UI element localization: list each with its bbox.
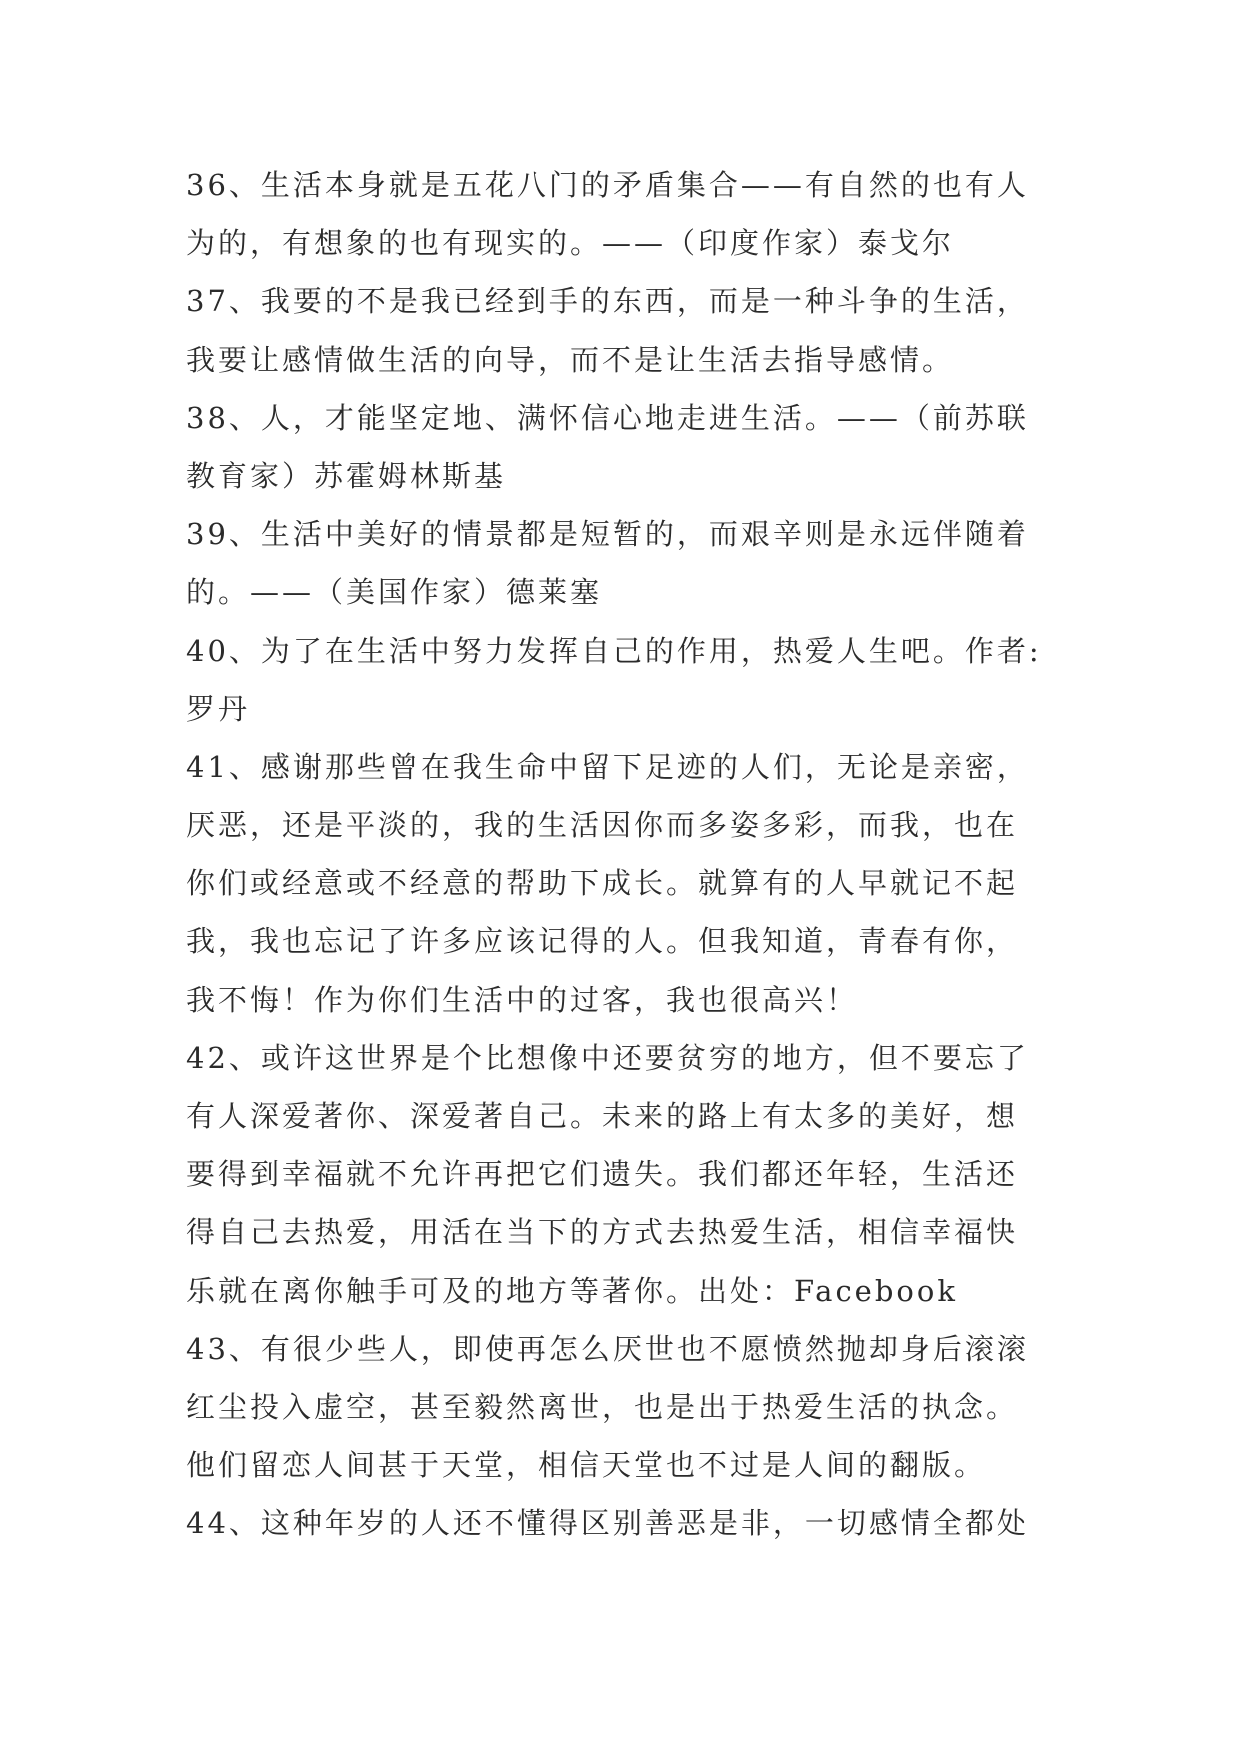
text-line: 41、感谢那些曾在我生命中留下足迹的人们，无论是亲密， [186, 749, 1029, 784]
text-line: 39、生活中美好的情景都是短暂的，而艰辛则是永远伴随着 [186, 517, 1029, 552]
text-line: 罗丹 [186, 691, 251, 726]
text-line: 乐就在离你触手可及的地方等著你。出处：Facebook [186, 1273, 958, 1308]
text-line: 我不悔！作为你们生活中的过客，我也很高兴！ [186, 982, 859, 1017]
text-line: 的。——（美国作家）德莱塞 [186, 575, 603, 610]
text-line: 36、生活本身就是五花八门的矛盾集合——有自然的也有人 [186, 168, 1029, 202]
document-body [186, 156, 1066, 1553]
text-line: 你们或经意或不经意的帮助下成长。就算有的人早就记不起 [186, 866, 1019, 901]
text-line: 得自己去热爱，用活在当下的方式去热爱生活，相信幸福快 [186, 1215, 1019, 1250]
text-line: 红尘投入虚空，甚至毅然离世，也是出于热爱生活的执念。 [186, 1389, 1019, 1424]
text-line: 38、人，才能坚定地、满怀信心地走进生活。——（前苏联 [186, 400, 1029, 435]
text-line: 我要让感情做生活的向导，而不是让生活去指导感情。 [186, 342, 955, 377]
text-line: 要得到幸福就不允许再把它们遗失。我们都还年轻，生活还 [186, 1157, 1019, 1192]
text-line: 37、我要的不是我已经到手的东西，而是一种斗争的生活， [186, 284, 1029, 319]
text-line: 为的，有想象的也有现实的。——（印度作家）泰戈尔 [186, 226, 955, 261]
text-line: 有人深爱著你、深爱著自己。未来的路上有太多的美好，想 [186, 1099, 1019, 1133]
text-line: 44、这种年岁的人还不懂得区别善恶是非，一切感情全都处 [186, 1506, 1029, 1541]
text-line: 我，我也忘记了许多应该记得的人。但我知道，青春有你， [186, 924, 1019, 959]
text-line: 厌恶，还是平淡的，我的生活因你而多姿多彩，而我，也在 [186, 808, 1019, 843]
text-line: 40、为了在生活中努力发挥自己的作用，热爱人生吧。作者: [186, 633, 1042, 668]
text-line: 教育家）苏霍姆林斯基 [186, 458, 507, 493]
text-line: 他们留恋人间甚于天堂，相信天堂也不过是人间的翻版。 [186, 1448, 987, 1483]
text-line: 42、或许这世界是个比想像中还要贫穷的地方，但不要忘了 [186, 1040, 1029, 1075]
text-line: 43、有很少些人，即使再怎么厌世也不愿愤然抛却身后滚滚 [186, 1331, 1029, 1366]
